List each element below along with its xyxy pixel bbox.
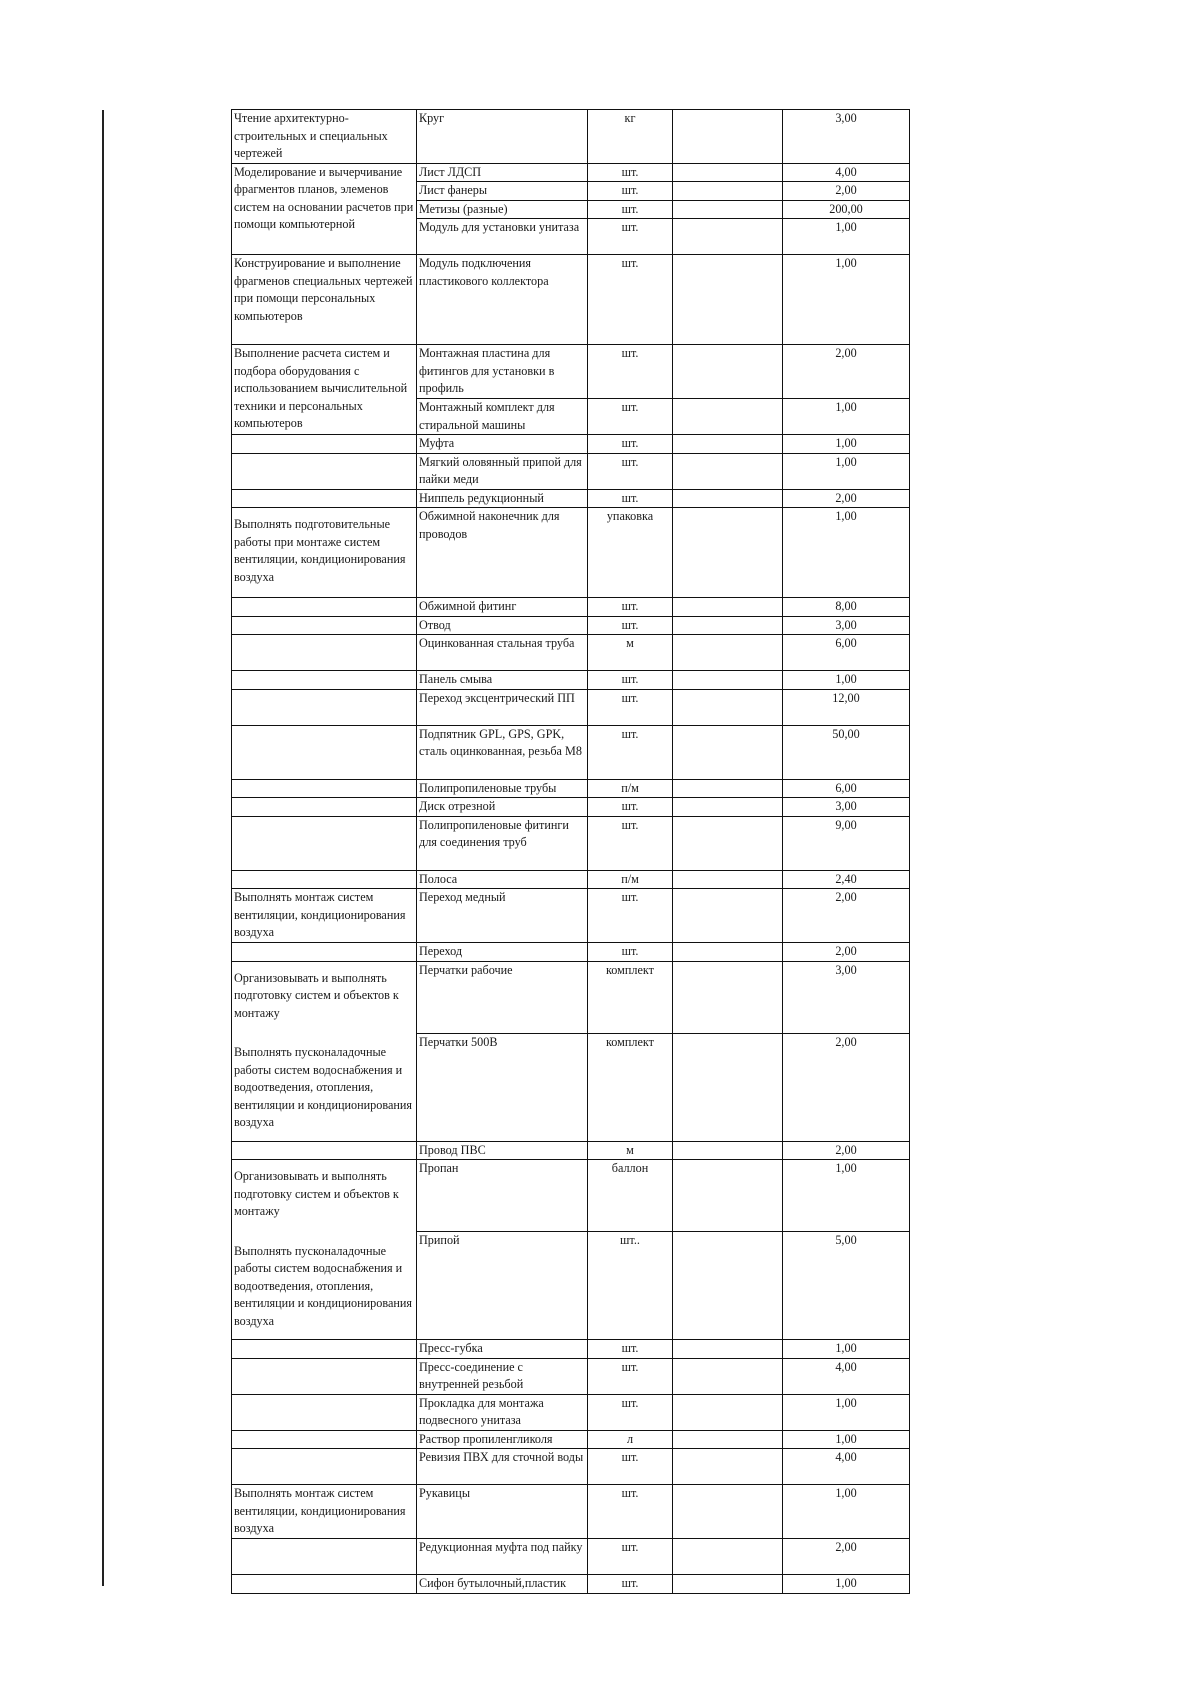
- unit-cell: комплект: [588, 1033, 673, 1141]
- activity-cell: Чтение архитектурно-строительных и специальных чертежей: [232, 110, 417, 164]
- activity-cell: [232, 779, 417, 798]
- unit-cell: баллон: [588, 1160, 673, 1232]
- unit-cell: шт.: [588, 816, 673, 870]
- empty-cell: [673, 816, 783, 870]
- table-row: [232, 779, 910, 798]
- table-row: [232, 1449, 910, 1485]
- material-name-cell: Перчатки рабочие: [417, 961, 588, 1033]
- empty-cell: [673, 598, 783, 617]
- empty-cell: [673, 798, 783, 817]
- quantity-cell: 9,00: [783, 816, 910, 870]
- empty-cell: [673, 961, 783, 1033]
- empty-cell: [673, 1141, 783, 1160]
- material-name-cell: Мягкий оловянный припой для пайки меди: [417, 453, 588, 489]
- quantity-cell: 3,00: [783, 616, 910, 635]
- activity-cell: [232, 1340, 417, 1359]
- material-name-cell: Полипропиленовые трубы: [417, 779, 588, 798]
- table-row: [232, 1340, 910, 1359]
- quantity-cell: 2,00: [783, 943, 910, 962]
- table-row: [232, 870, 910, 889]
- material-name-cell: Монтажная пластина для фитингов для установки в профиль: [417, 345, 588, 399]
- activity-text: Организовывать и выполнять подготовку систем и объектов к монтажу: [234, 970, 399, 1020]
- unit-cell: шт.: [588, 1394, 673, 1430]
- empty-cell: [673, 1358, 783, 1394]
- table-row: [232, 943, 910, 962]
- material-name-cell: Редукционная муфта под пайку: [417, 1539, 588, 1575]
- quantity-cell: 1,00: [783, 399, 910, 435]
- table-row: [232, 889, 910, 943]
- empty-cell: [673, 671, 783, 690]
- unit-cell: упаковка: [588, 508, 673, 598]
- empty-cell: [673, 1449, 783, 1485]
- quantity-cell: 3,00: [783, 110, 910, 164]
- activity-cell: [232, 1141, 417, 1160]
- material-name-cell: Припой: [417, 1232, 588, 1340]
- unit-cell: шт.: [588, 200, 673, 219]
- quantity-cell: 50,00: [783, 725, 910, 779]
- unit-cell: шт.: [588, 1358, 673, 1394]
- material-name-cell: Обжимной наконечник для проводов: [417, 508, 588, 598]
- material-name-cell: Пропан: [417, 1160, 588, 1232]
- material-name-cell: Перчатки 500В: [417, 1033, 588, 1141]
- quantity-cell: 2,00: [783, 889, 910, 943]
- margin-rule: [102, 110, 104, 1586]
- material-name-cell: Обжимной фитинг: [417, 598, 588, 617]
- empty-cell: [673, 616, 783, 635]
- quantity-cell: 1,00: [783, 255, 910, 345]
- empty-cell: [673, 1575, 783, 1594]
- activity-cell: [232, 671, 417, 690]
- activity-cell: [232, 1430, 417, 1449]
- activity-cell: [232, 508, 417, 598]
- quantity-cell: 5,00: [783, 1232, 910, 1340]
- activity-cell: [232, 798, 417, 817]
- quantity-cell: 1,00: [783, 435, 910, 454]
- empty-cell: [673, 1485, 783, 1539]
- empty-cell: [673, 200, 783, 219]
- quantity-cell: 2,00: [783, 1033, 910, 1141]
- material-name-cell: Переход эксцентрический ПП: [417, 689, 588, 725]
- empty-cell: [673, 725, 783, 779]
- activity-cell: Конструирование и выполнение фрагменов специальных чертежей при помощи персональных компьютеров: [232, 255, 417, 345]
- quantity-cell: 1,00: [783, 1575, 910, 1594]
- quantity-cell: 1,00: [783, 1394, 910, 1430]
- unit-cell: шт.: [588, 1539, 673, 1575]
- unit-cell: шт.: [588, 255, 673, 345]
- activity-text: Организовывать и выполнять подготовку систем и объектов к монтажу: [234, 1169, 399, 1218]
- quantity-cell: 1,00: [783, 453, 910, 489]
- empty-cell: [673, 219, 783, 255]
- table-row: [232, 1539, 910, 1575]
- materials-table: [231, 109, 910, 1594]
- material-name-cell: Пресс-губка: [417, 1340, 588, 1359]
- activity-cell: [232, 816, 417, 870]
- unit-cell: шт.: [588, 1449, 673, 1485]
- table-row: [232, 616, 910, 635]
- empty-cell: [673, 943, 783, 962]
- material-name-cell: Лист ЛДСП: [417, 163, 588, 182]
- material-name-cell: Ревизия ПВХ для сточной воды: [417, 1449, 588, 1485]
- table-row: [232, 635, 910, 671]
- empty-cell: [673, 1160, 783, 1232]
- material-name-cell: Полоса: [417, 870, 588, 889]
- unit-cell: шт.: [588, 1485, 673, 1539]
- unit-cell: м: [588, 1141, 673, 1160]
- empty-cell: [673, 1033, 783, 1141]
- table-row: [232, 1430, 910, 1449]
- unit-cell: шт.: [588, 182, 673, 201]
- table-row: [232, 798, 910, 817]
- material-name-cell: Переход: [417, 943, 588, 962]
- unit-cell: шт.: [588, 219, 673, 255]
- table-row: [232, 110, 910, 164]
- table-row: [232, 816, 910, 870]
- material-name-cell: Рукавицы: [417, 1485, 588, 1539]
- empty-cell: [673, 1340, 783, 1359]
- quantity-cell: 1,00: [783, 671, 910, 690]
- table-row: [232, 163, 910, 182]
- quantity-cell: 12,00: [783, 689, 910, 725]
- unit-cell: п/м: [588, 779, 673, 798]
- empty-cell: [673, 1394, 783, 1430]
- table-row: [232, 689, 910, 725]
- empty-cell: [673, 1539, 783, 1575]
- empty-cell: [673, 182, 783, 201]
- empty-cell: [673, 870, 783, 889]
- empty-cell: [673, 889, 783, 943]
- empty-cell: [673, 1232, 783, 1340]
- quantity-cell: 2,00: [783, 182, 910, 201]
- table-row: [232, 489, 910, 508]
- material-name-cell: Ниппель редукционный: [417, 489, 588, 508]
- table-row: [232, 453, 910, 489]
- quantity-cell: 1,00: [783, 1430, 910, 1449]
- material-name-cell: Переход медный: [417, 889, 588, 943]
- quantity-cell: 4,00: [783, 1449, 910, 1485]
- quantity-cell: 1,00: [783, 1340, 910, 1359]
- unit-cell: шт.: [588, 453, 673, 489]
- quantity-cell: 6,00: [783, 779, 910, 798]
- activity-cell: [232, 435, 417, 454]
- unit-cell: шт.: [588, 671, 673, 690]
- quantity-cell: 4,00: [783, 163, 910, 182]
- activity-cell: [232, 870, 417, 889]
- table-row: [232, 1575, 910, 1594]
- material-name-cell: Метизы (разные): [417, 200, 588, 219]
- unit-cell: кг: [588, 110, 673, 164]
- activity-text: Выполнять пусконаладочные работы систем водоснабжения и водоотведения, отопления, вентиляции и кондиционирования воздуха: [234, 1045, 412, 1129]
- quantity-cell: 6,00: [783, 635, 910, 671]
- activity-text: Выполнять пусконаладочные работы систем водоснабжения и водоотведения, отопления, вентиляции и кондиционирования воздуха: [234, 1243, 412, 1328]
- quantity-cell: 1,00: [783, 508, 910, 598]
- empty-cell: [673, 435, 783, 454]
- table-row: [232, 671, 910, 690]
- activity-cell: [232, 1539, 417, 1575]
- activity-cell: Выполнять монтаж систем вентиляции, кондиционирования воздуха: [232, 889, 417, 943]
- empty-cell: [673, 163, 783, 182]
- unit-cell: шт.: [588, 1340, 673, 1359]
- empty-cell: [673, 489, 783, 508]
- quantity-cell: 2,00: [783, 1539, 910, 1575]
- material-name-cell: Монтажный комплект для стиральной машины: [417, 399, 588, 435]
- material-name-cell: Отвод: [417, 616, 588, 635]
- activity-cell: [232, 1358, 417, 1394]
- unit-cell: шт.: [588, 489, 673, 508]
- material-name-cell: Оцинкованная стальная труба: [417, 635, 588, 671]
- unit-cell: м: [588, 635, 673, 671]
- unit-cell: шт.: [588, 399, 673, 435]
- table-row: [232, 598, 910, 617]
- unit-cell: шт.: [588, 798, 673, 817]
- unit-cell: п/м: [588, 870, 673, 889]
- material-name-cell: Модуль подключения пластикового коллектора: [417, 255, 588, 345]
- unit-cell: шт.: [588, 598, 673, 617]
- material-name-cell: Модуль для установки унитаза: [417, 219, 588, 255]
- material-name-cell: Подпятник GPL, GPS, GPK, сталь оцинкованная, резьба М8: [417, 725, 588, 779]
- quantity-cell: 2,00: [783, 1141, 910, 1160]
- empty-cell: [673, 399, 783, 435]
- activity-cell: [232, 598, 417, 617]
- table-row: [232, 1160, 910, 1232]
- material-name-cell: Круг: [417, 110, 588, 164]
- material-name-cell: Сифон бутылочный,пластик: [417, 1575, 588, 1594]
- unit-cell: л: [588, 1430, 673, 1449]
- empty-cell: [673, 345, 783, 399]
- table-row: [232, 725, 910, 779]
- table-row: [232, 345, 910, 399]
- unit-cell: шт.: [588, 889, 673, 943]
- unit-cell: шт.: [588, 163, 673, 182]
- unit-cell: шт.: [588, 943, 673, 962]
- activity-cell: [232, 1394, 417, 1430]
- unit-cell: шт.: [588, 616, 673, 635]
- activity-cell: [232, 689, 417, 725]
- activity-cell: [232, 725, 417, 779]
- table-row: [232, 1141, 910, 1160]
- table-row: [232, 508, 910, 598]
- material-name-cell: Лист фанеры: [417, 182, 588, 201]
- activity-cell: [232, 635, 417, 671]
- table-row: [232, 961, 910, 1033]
- activity-cell: Выполнение расчета систем и подбора оборудования с использованием вычислительной техники и персональных компьютеров: [232, 345, 417, 435]
- material-name-cell: Пресс-соединение с внутренней резьбой: [417, 1358, 588, 1394]
- table-row: [232, 1485, 910, 1539]
- material-name-cell: Раствор пропиленгликоля: [417, 1430, 588, 1449]
- empty-cell: [673, 779, 783, 798]
- quantity-cell: 200,00: [783, 200, 910, 219]
- activity-cell: [232, 453, 417, 489]
- table-row: [232, 435, 910, 454]
- activity-cell: Моделирование и вычерчивание фрагментов планов, элеменов систем на основании расчетов при помощи компьютерной: [232, 163, 417, 255]
- unit-cell: шт.: [588, 345, 673, 399]
- unit-cell: шт.: [588, 725, 673, 779]
- activity-cell: [232, 489, 417, 508]
- empty-cell: [673, 110, 783, 164]
- quantity-cell: 3,00: [783, 961, 910, 1033]
- quantity-cell: 2,40: [783, 870, 910, 889]
- material-name-cell: Полипропиленовые фитинги для соединения труб: [417, 816, 588, 870]
- activity-cell: Выполнять монтаж систем вентиляции, кондиционирования воздуха: [232, 1485, 417, 1539]
- table-row: [232, 1394, 910, 1430]
- empty-cell: [673, 1430, 783, 1449]
- quantity-cell: 4,00: [783, 1358, 910, 1394]
- activity-cell: [232, 961, 417, 1141]
- quantity-cell: 1,00: [783, 1160, 910, 1232]
- empty-cell: [673, 508, 783, 598]
- unit-cell: шт..: [588, 1232, 673, 1340]
- activity-cell: [232, 1160, 417, 1340]
- material-name-cell: Панель смыва: [417, 671, 588, 690]
- empty-cell: [673, 689, 783, 725]
- empty-cell: [673, 453, 783, 489]
- empty-cell: [673, 635, 783, 671]
- material-name-cell: Провод ПВС: [417, 1141, 588, 1160]
- material-name-cell: Прокладка для монтажа подвесного унитаза: [417, 1394, 588, 1430]
- unit-cell: шт.: [588, 1575, 673, 1594]
- activity-text: Выполнять подготовительные работы при монтаже систем вентиляции, кондиционирования воздуха: [234, 517, 406, 584]
- quantity-cell: 1,00: [783, 219, 910, 255]
- material-name-cell: Муфта: [417, 435, 588, 454]
- quantity-cell: 3,00: [783, 798, 910, 817]
- unit-cell: шт.: [588, 435, 673, 454]
- quantity-cell: 2,00: [783, 489, 910, 508]
- quantity-cell: 1,00: [783, 1485, 910, 1539]
- table-row: [232, 255, 910, 345]
- activity-cell: [232, 1575, 417, 1594]
- unit-cell: комплект: [588, 961, 673, 1033]
- unit-cell: шт.: [588, 689, 673, 725]
- activity-cell: [232, 616, 417, 635]
- activity-cell: [232, 1449, 417, 1485]
- table-row: [232, 1358, 910, 1394]
- quantity-cell: 8,00: [783, 598, 910, 617]
- quantity-cell: 2,00: [783, 345, 910, 399]
- material-name-cell: Диск отрезной: [417, 798, 588, 817]
- empty-cell: [673, 255, 783, 345]
- activity-cell: [232, 943, 417, 962]
